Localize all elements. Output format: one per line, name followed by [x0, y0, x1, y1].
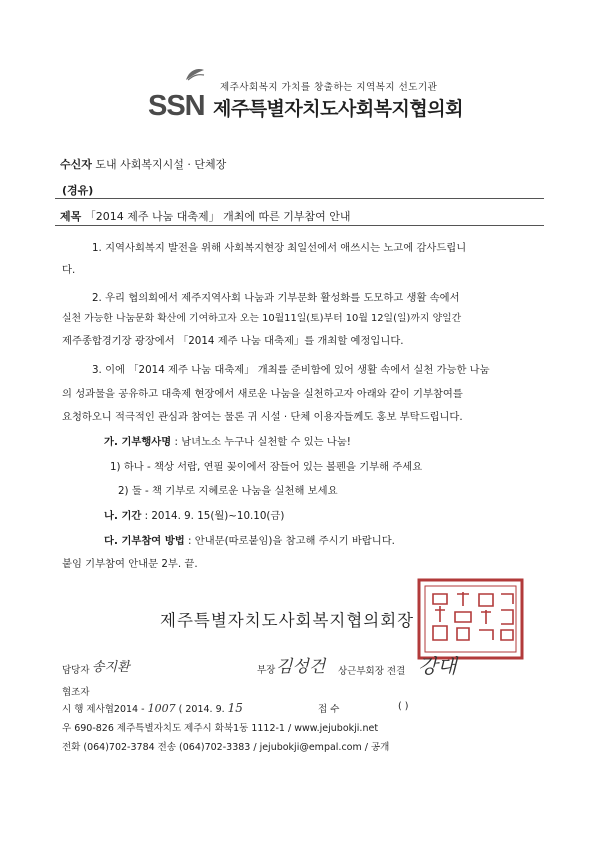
item-a-sub-2: 2) 둘 - 책 기부로 지혜로운 나눔을 실천해 보세요	[118, 485, 338, 497]
paragraph-2-line-3: 제주종합경기장 광장에서 「2014 제주 나눔 대축제」를 개최할 예정입니다.	[62, 335, 404, 347]
paragraph-1-line-2: 다.	[62, 264, 76, 276]
subject-row	[60, 208, 351, 224]
executive-signature: 강대	[418, 654, 457, 678]
enforce-label: 시 행 제사협2014 -	[62, 704, 145, 715]
item-c-label: 다. 기부참여 방법	[104, 535, 185, 547]
enforce-day: 15	[227, 701, 243, 715]
official-seal-stamp	[417, 578, 524, 660]
item-c-value: : 안내문(따로붙임)을 참고해 주시기 바랍니다.	[188, 535, 395, 547]
subject-label: 제목	[60, 210, 82, 223]
item-b-value: : 2014. 9. 15(월)~10.10(금)	[144, 510, 285, 522]
recipient-value: 도내 사회복지시설 · 단체장	[95, 158, 227, 171]
receive-paren: ( )	[398, 701, 409, 712]
receive-label: 접 수	[318, 704, 340, 715]
paragraph-3-line-2: 의 성과물을 공유하고 대축제 현장에서 새로운 나눔을 실천하고자 아래와 같이 기부참여를	[62, 388, 463, 400]
divider-bottom	[55, 225, 544, 226]
drafter-label: 담당자	[62, 665, 90, 676]
manager-label: 부장	[257, 665, 276, 676]
executive-approval: 상근부회장 전결	[338, 666, 406, 677]
recipient-row	[60, 156, 226, 172]
item-c	[104, 533, 395, 549]
via-label: (경유)	[62, 184, 94, 197]
item-a-value: : 남녀노소 누구나 실천할 수 있는 나눔!	[174, 436, 351, 448]
ssn-logo-text: SSN	[148, 90, 205, 122]
paragraph-2-line-2: 실천 가능한 나눔문화 확산에 기여하고자 오는 10월11일(토)부터 10월 12일(일)까지 양일간	[62, 313, 462, 324]
paragraph-3-line-1: 3. 이에 「2014 제주 나눔 대축제」 개최를 준비함에 있어 생활 속에서 실천 가능한 나눔	[92, 364, 490, 376]
paragraph-2-line-1: 2. 우리 협의회에서 제주지역사회 나눔과 기부문화 활성화를 도모하고 생활 속에서	[92, 292, 460, 304]
item-a	[104, 434, 351, 450]
attachment-note: 붙임 기부참여 안내문 2부. 끝.	[62, 558, 198, 570]
manager-signature: 김성건	[276, 657, 326, 677]
item-b-label: 나. 기간	[104, 510, 142, 522]
divider-top	[55, 198, 544, 199]
paragraph-3-line-3: 요청하오니 적극적인 관심과 참여는 물론 귀 시설 · 단체 이용자들께도 홍보 부탁드립니다.	[62, 411, 463, 423]
leaf-logo-icon	[184, 66, 206, 82]
address-line: 우 690-826 제주특별자치도 제주시 화북1동 1112-1 / www.jejubokji.net	[62, 723, 379, 734]
paragraph-1-line-1: 1. 지역사회복지 발전을 위해 사회복지현장 최일선에서 애쓰시는 노고에 감사드립니	[92, 242, 467, 254]
enforce-row	[62, 701, 243, 715]
contact-line: 전화 (064)702-3784 전송 (064)702-3383 / jejubokji@empal.com / 공개	[62, 742, 390, 753]
item-b	[104, 508, 284, 524]
subject-value: 「2014 제주 나눔 대축제」 개최에 따른 기부참여 안내	[84, 210, 351, 223]
recipient-label: 수신자	[60, 158, 92, 171]
cooperator-label: 협조자	[62, 687, 90, 698]
drafter-signature: 송지환	[92, 660, 130, 675]
item-a-label: 가. 기부행사명	[104, 436, 172, 448]
slogan: 제주사회복지 가치를 창출하는 지역복지 선도기관	[220, 82, 438, 93]
enforce-number: 1007	[147, 702, 176, 715]
enforce-date: ( 2014. 9.	[178, 704, 225, 715]
sender-name: 제주특별자치도사회복지협의회장	[160, 611, 415, 630]
org-name-header: 제주특별자치도사회복지협의회	[213, 98, 463, 120]
item-a-sub-1: 1) 하나 - 책상 서랍, 연필 꽂이에서 잠들어 있는 볼펜을 기부해 주세요	[110, 461, 423, 473]
